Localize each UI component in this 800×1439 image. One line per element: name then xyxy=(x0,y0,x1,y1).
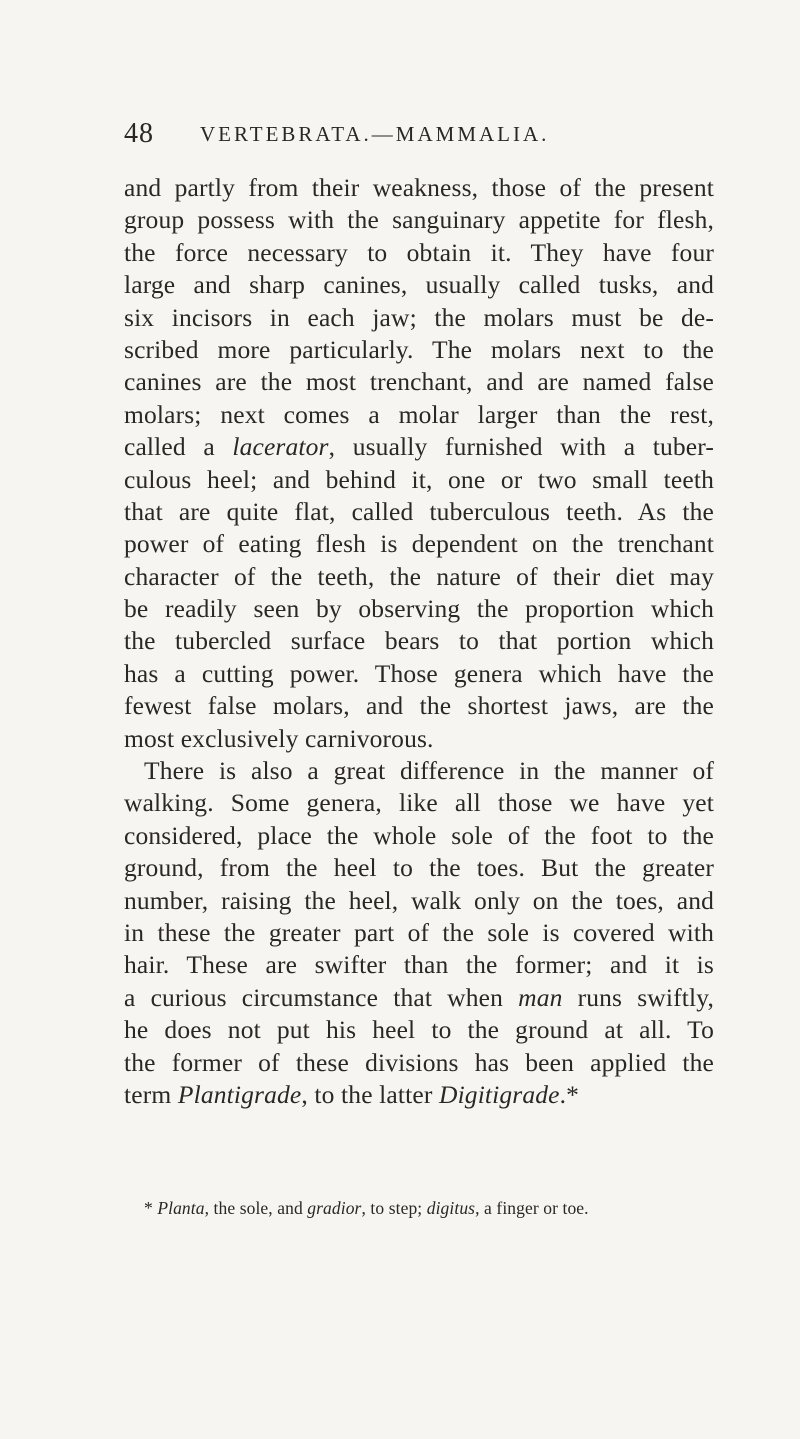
running-head: VERTEBRATA.—MAMMALIA. xyxy=(200,122,550,146)
text-line: a curious circumstance that when man runs swiftly, xyxy=(124,982,714,1012)
page-header xyxy=(0,118,800,158)
text-line: in these the greater part of the sole is covered with xyxy=(124,917,714,947)
term-plantigrade: Plantigrade xyxy=(177,1079,302,1109)
page-number: 48 xyxy=(124,118,154,149)
text-line: called a lacerator, usually furnished with a tuber- xyxy=(124,432,714,462)
text-line: canines are the most trenchant, and are named false xyxy=(124,367,714,397)
text-line: the force necessary to obtain it. They have four xyxy=(124,237,714,267)
text-line: walking. Some genera, like all those we have yet xyxy=(124,788,714,818)
term-lacerator: lacerator xyxy=(232,432,329,462)
text-line: has a cutting power. Those genera which have the xyxy=(124,658,714,688)
term-man: man xyxy=(518,982,563,1012)
text-line: considered, place the whole sole of the foot to the xyxy=(124,820,714,850)
text-line: most exclusively carnivorous. xyxy=(124,723,434,753)
text-line: power of eating flesh is dependent on the trenchant xyxy=(124,529,714,559)
body-text xyxy=(124,172,714,1111)
text-line: culous heel; and behind it, one or two small teeth xyxy=(124,464,714,494)
text-line: character of the teeth, the nature of their diet may xyxy=(124,561,714,591)
term-digitigrade: Digitigrade xyxy=(439,1079,560,1109)
footnote: * Planta, the sole, and gradior, to step; digitus, a finger or toe. xyxy=(144,1198,589,1218)
text-line: the tubercled surface bears to that portion which xyxy=(124,626,714,656)
text-line: large and sharp canines, usually called tusks, and xyxy=(124,270,714,300)
footnote-marker: * xyxy=(144,1198,158,1218)
text-line: be readily seen by observing the proportion which xyxy=(124,594,714,624)
text-line: six incisors in each jaw; the molars must be de- xyxy=(124,302,714,332)
text-line: scribed more particularly. The molars next to the xyxy=(124,334,714,364)
text-line: molars; next comes a molar larger than the rest, xyxy=(124,399,714,429)
text-line: There is also a great difference in the manner of xyxy=(144,756,714,786)
text-line: and partly from their weakness, those of the present xyxy=(124,173,714,202)
text-line: hair. These are swifter than the former; and it is xyxy=(124,950,714,980)
text-line: group possess with the sanguinary appetite for flesh, xyxy=(124,205,714,235)
text-line: that are quite flat, called tuberculous teeth. As the xyxy=(124,496,714,526)
text-line: he does not put his heel to the ground at all. To xyxy=(124,1015,714,1045)
text-line: number, raising the heel, walk only on the toes, and xyxy=(124,885,714,915)
text-line: ground, from the heel to the toes. But the greater xyxy=(124,853,714,883)
text-line: fewest false molars, and the shortest jaws, are the xyxy=(124,691,714,721)
text-line: the former of these divisions has been applied the xyxy=(124,1047,714,1077)
text-line: term Plantigrade, to the latter Digitigrade.* xyxy=(124,1079,580,1109)
